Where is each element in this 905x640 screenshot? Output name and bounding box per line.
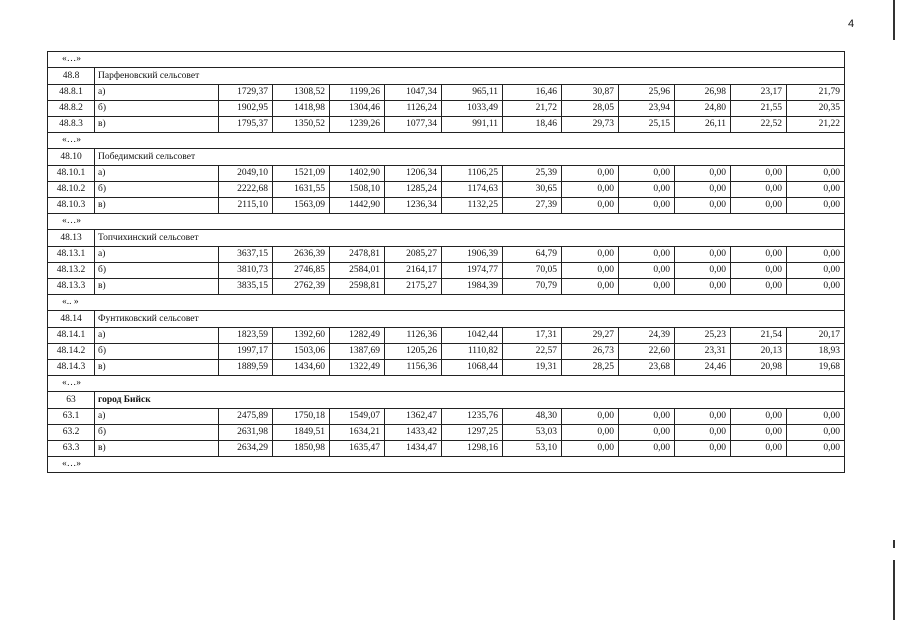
value-cell: 0,00	[675, 441, 731, 457]
value-cell: 2598,81	[330, 279, 385, 295]
value-cell: 1236,34	[385, 198, 442, 214]
value-cell: 1282,49	[330, 328, 385, 344]
value-cell: 1434,47	[385, 441, 442, 457]
value-cell: 0,00	[731, 425, 787, 441]
value-cell: 26,73	[562, 344, 619, 360]
value-cell: 0,00	[787, 198, 845, 214]
value-cell: 1235,76	[442, 409, 503, 425]
value-cell: 1174,63	[442, 182, 503, 198]
section-header-row	[48, 230, 845, 247]
value-cell: 64,79	[503, 247, 562, 263]
row-variant: б)	[95, 344, 219, 360]
table-row	[48, 182, 845, 198]
value-cell: 1402,90	[330, 166, 385, 182]
value-cell: 2175,27	[385, 279, 442, 295]
value-cell: 17,31	[503, 328, 562, 344]
tariff-table-container	[47, 51, 840, 473]
value-cell: 1033,49	[442, 101, 503, 117]
section-header-row	[48, 392, 845, 409]
value-cell: 0,00	[731, 182, 787, 198]
value-cell: 0,00	[787, 425, 845, 441]
value-cell: 1239,26	[330, 117, 385, 133]
value-cell: 1433,42	[385, 425, 442, 441]
value-cell: 0,00	[619, 425, 675, 441]
section-code: 63	[48, 392, 95, 409]
value-cell: 1047,34	[385, 85, 442, 101]
value-cell: 26,11	[675, 117, 731, 133]
row-variant: а)	[95, 328, 219, 344]
value-cell: 0,00	[675, 198, 731, 214]
section-code: 48.14	[48, 311, 95, 328]
value-cell: 0,00	[619, 198, 675, 214]
row-code: 63.3	[48, 441, 95, 457]
row-code: 48.8.1	[48, 85, 95, 101]
row-variant: в)	[95, 279, 219, 295]
value-cell: 20,35	[787, 101, 845, 117]
section-name: город Бийск	[95, 392, 845, 409]
value-cell: 29,73	[562, 117, 619, 133]
value-cell: 1503,06	[273, 344, 330, 360]
row-code: 48.10.1	[48, 166, 95, 182]
value-cell: 0,00	[619, 409, 675, 425]
tariff-table	[47, 51, 845, 473]
value-cell: 1984,39	[442, 279, 503, 295]
ellipsis-row	[48, 52, 845, 68]
value-cell: 21,79	[787, 85, 845, 101]
value-cell: 21,72	[503, 101, 562, 117]
value-cell: 18,93	[787, 344, 845, 360]
value-cell: 2631,98	[219, 425, 273, 441]
row-variant: а)	[95, 409, 219, 425]
table-body	[48, 52, 845, 473]
value-cell: 0,00	[787, 247, 845, 263]
value-cell: 0,00	[675, 425, 731, 441]
value-cell: 0,00	[619, 441, 675, 457]
value-cell: 24,46	[675, 360, 731, 376]
table-row	[48, 279, 845, 295]
ellipsis-cell: «…»	[48, 52, 845, 68]
value-cell: 70,05	[503, 263, 562, 279]
value-cell: 0,00	[787, 182, 845, 198]
value-cell: 20,13	[731, 344, 787, 360]
ellipsis-row	[48, 133, 845, 149]
value-cell: 22,52	[731, 117, 787, 133]
value-cell: 2634,29	[219, 441, 273, 457]
value-cell: 0,00	[562, 166, 619, 182]
section-header-row	[48, 68, 845, 85]
value-cell: 1285,24	[385, 182, 442, 198]
value-cell: 1110,82	[442, 344, 503, 360]
row-variant: а)	[95, 166, 219, 182]
value-cell: 1132,25	[442, 198, 503, 214]
value-cell: 1126,24	[385, 101, 442, 117]
value-cell: 0,00	[562, 198, 619, 214]
value-cell: 16,46	[503, 85, 562, 101]
value-cell: 1308,52	[273, 85, 330, 101]
value-cell: 24,39	[619, 328, 675, 344]
value-cell: 30,65	[503, 182, 562, 198]
value-cell: 21,55	[731, 101, 787, 117]
value-cell: 1442,90	[330, 198, 385, 214]
value-cell: 2636,39	[273, 247, 330, 263]
value-cell: 1563,09	[273, 198, 330, 214]
value-cell: 0,00	[562, 279, 619, 295]
section-name: Парфеновский сельсовет	[95, 68, 845, 85]
value-cell: 22,60	[619, 344, 675, 360]
ellipsis-row	[48, 214, 845, 230]
value-cell: 29,27	[562, 328, 619, 344]
row-variant: б)	[95, 101, 219, 117]
value-cell: 0,00	[731, 279, 787, 295]
value-cell: 25,96	[619, 85, 675, 101]
section-name: Топчихинский сельсовет	[95, 230, 845, 247]
value-cell: 991,11	[442, 117, 503, 133]
value-cell: 26,98	[675, 85, 731, 101]
value-cell: 1297,25	[442, 425, 503, 441]
value-cell: 70,79	[503, 279, 562, 295]
section-code: 48.10	[48, 149, 95, 166]
value-cell: 18,46	[503, 117, 562, 133]
value-cell: 0,00	[731, 409, 787, 425]
value-cell: 1392,60	[273, 328, 330, 344]
value-cell: 3637,15	[219, 247, 273, 263]
value-cell: 0,00	[787, 409, 845, 425]
value-cell: 1106,25	[442, 166, 503, 182]
row-code: 48.14.2	[48, 344, 95, 360]
row-code: 63.1	[48, 409, 95, 425]
value-cell: 23,31	[675, 344, 731, 360]
value-cell: 22,57	[503, 344, 562, 360]
row-code: 48.13.1	[48, 247, 95, 263]
value-cell: 1205,26	[385, 344, 442, 360]
value-cell: 53,03	[503, 425, 562, 441]
value-cell: 1199,26	[330, 85, 385, 101]
value-cell: 1549,07	[330, 409, 385, 425]
value-cell: 3835,15	[219, 279, 273, 295]
value-cell: 0,00	[562, 247, 619, 263]
row-variant: в)	[95, 441, 219, 457]
ellipsis-row	[48, 457, 845, 473]
row-code: 48.13.2	[48, 263, 95, 279]
value-cell: 2475,89	[219, 409, 273, 425]
row-code: 48.8.3	[48, 117, 95, 133]
row-variant: б)	[95, 425, 219, 441]
table-row	[48, 166, 845, 182]
value-cell: 0,00	[619, 279, 675, 295]
value-cell: 0,00	[675, 279, 731, 295]
value-cell: 3810,73	[219, 263, 273, 279]
table-row	[48, 198, 845, 214]
value-cell: 0,00	[787, 441, 845, 457]
row-variant: в)	[95, 117, 219, 133]
ellipsis-cell: «…»	[48, 457, 845, 473]
value-cell: 1634,21	[330, 425, 385, 441]
value-cell: 2222,68	[219, 182, 273, 198]
row-code: 48.14.1	[48, 328, 95, 344]
value-cell: 1042,44	[442, 328, 503, 344]
value-cell: 1902,95	[219, 101, 273, 117]
value-cell: 28,05	[562, 101, 619, 117]
value-cell: 20,17	[787, 328, 845, 344]
value-cell: 0,00	[619, 263, 675, 279]
value-cell: 1206,34	[385, 166, 442, 182]
row-variant: а)	[95, 85, 219, 101]
value-cell: 25,15	[619, 117, 675, 133]
ellipsis-cell: «…»	[48, 133, 845, 149]
scan-edge-mark	[893, 540, 895, 548]
table-row	[48, 263, 845, 279]
row-variant: б)	[95, 182, 219, 198]
value-cell: 0,00	[562, 182, 619, 198]
value-cell: 23,17	[731, 85, 787, 101]
value-cell: 20,98	[731, 360, 787, 376]
value-cell: 2049,10	[219, 166, 273, 182]
value-cell: 1631,55	[273, 182, 330, 198]
table-row	[48, 360, 845, 376]
section-header-row	[48, 311, 845, 328]
scan-edge-mark	[893, 560, 895, 620]
value-cell: 1850,98	[273, 441, 330, 457]
value-cell: 1126,36	[385, 328, 442, 344]
value-cell: 1077,34	[385, 117, 442, 133]
value-cell: 0,00	[787, 166, 845, 182]
value-cell: 2085,27	[385, 247, 442, 263]
row-code: 63.2	[48, 425, 95, 441]
value-cell: 2115,10	[219, 198, 273, 214]
value-cell: 0,00	[787, 279, 845, 295]
value-cell: 1974,77	[442, 263, 503, 279]
value-cell: 1068,44	[442, 360, 503, 376]
value-cell: 0,00	[787, 263, 845, 279]
table-row	[48, 409, 845, 425]
row-code: 48.10.3	[48, 198, 95, 214]
row-variant: в)	[95, 360, 219, 376]
value-cell: 23,94	[619, 101, 675, 117]
table-row	[48, 441, 845, 457]
value-cell: 0,00	[675, 247, 731, 263]
row-variant: а)	[95, 247, 219, 263]
value-cell: 1729,37	[219, 85, 273, 101]
table-row	[48, 101, 845, 117]
table-row	[48, 247, 845, 263]
value-cell: 1362,47	[385, 409, 442, 425]
value-cell: 48,30	[503, 409, 562, 425]
value-cell: 30,87	[562, 85, 619, 101]
value-cell: 0,00	[731, 263, 787, 279]
value-cell: 2746,85	[273, 263, 330, 279]
value-cell: 1823,59	[219, 328, 273, 344]
value-cell: 1889,59	[219, 360, 273, 376]
value-cell: 28,25	[562, 360, 619, 376]
value-cell: 19,68	[787, 360, 845, 376]
value-cell: 0,00	[675, 182, 731, 198]
table-row	[48, 117, 845, 133]
ellipsis-cell: «…»	[48, 376, 845, 392]
value-cell: 1156,36	[385, 360, 442, 376]
value-cell: 0,00	[731, 247, 787, 263]
value-cell: 21,54	[731, 328, 787, 344]
table-row	[48, 425, 845, 441]
section-header-row	[48, 149, 845, 166]
value-cell: 2164,17	[385, 263, 442, 279]
value-cell: 0,00	[619, 166, 675, 182]
value-cell: 1795,37	[219, 117, 273, 133]
value-cell: 1418,98	[273, 101, 330, 117]
ellipsis-row	[48, 295, 845, 311]
table-row	[48, 344, 845, 360]
value-cell: 25,39	[503, 166, 562, 182]
value-cell: 0,00	[562, 425, 619, 441]
value-cell: 0,00	[562, 409, 619, 425]
value-cell: 0,00	[675, 263, 731, 279]
value-cell: 0,00	[619, 182, 675, 198]
scan-edge-mark	[893, 0, 895, 40]
value-cell: 19,31	[503, 360, 562, 376]
value-cell: 965,11	[442, 85, 503, 101]
row-code: 48.14.3	[48, 360, 95, 376]
value-cell: 0,00	[731, 441, 787, 457]
value-cell: 24,80	[675, 101, 731, 117]
value-cell: 0,00	[619, 247, 675, 263]
row-code: 48.13.3	[48, 279, 95, 295]
value-cell: 23,68	[619, 360, 675, 376]
ellipsis-cell: «.. »	[48, 295, 845, 311]
value-cell: 1997,17	[219, 344, 273, 360]
value-cell: 2478,81	[330, 247, 385, 263]
value-cell: 2584,01	[330, 263, 385, 279]
section-name: Победимский сельсовет	[95, 149, 845, 166]
value-cell: 2762,39	[273, 279, 330, 295]
ellipsis-cell: «…»	[48, 214, 845, 230]
value-cell: 1434,60	[273, 360, 330, 376]
value-cell: 0,00	[731, 166, 787, 182]
value-cell: 0,00	[562, 441, 619, 457]
section-name: Фунтиковский сельсовет	[95, 311, 845, 328]
value-cell: 27,39	[503, 198, 562, 214]
value-cell: 1521,09	[273, 166, 330, 182]
value-cell: 1298,16	[442, 441, 503, 457]
value-cell: 21,22	[787, 117, 845, 133]
table-row	[48, 85, 845, 101]
value-cell: 0,00	[562, 263, 619, 279]
row-code: 48.8.2	[48, 101, 95, 117]
value-cell: 0,00	[675, 409, 731, 425]
value-cell: 1849,51	[273, 425, 330, 441]
ellipsis-row	[48, 376, 845, 392]
row-variant: б)	[95, 263, 219, 279]
table-row	[48, 328, 845, 344]
section-code: 48.13	[48, 230, 95, 247]
value-cell: 1322,49	[330, 360, 385, 376]
value-cell: 0,00	[731, 198, 787, 214]
value-cell: 1750,18	[273, 409, 330, 425]
value-cell: 1635,47	[330, 441, 385, 457]
page-number: 4	[848, 18, 855, 30]
value-cell: 1508,10	[330, 182, 385, 198]
row-code: 48.10.2	[48, 182, 95, 198]
value-cell: 1304,46	[330, 101, 385, 117]
value-cell: 1350,52	[273, 117, 330, 133]
value-cell: 0,00	[675, 166, 731, 182]
value-cell: 1387,69	[330, 344, 385, 360]
section-code: 48.8	[48, 68, 95, 85]
row-variant: в)	[95, 198, 219, 214]
value-cell: 25,23	[675, 328, 731, 344]
value-cell: 53,10	[503, 441, 562, 457]
value-cell: 1906,39	[442, 247, 503, 263]
